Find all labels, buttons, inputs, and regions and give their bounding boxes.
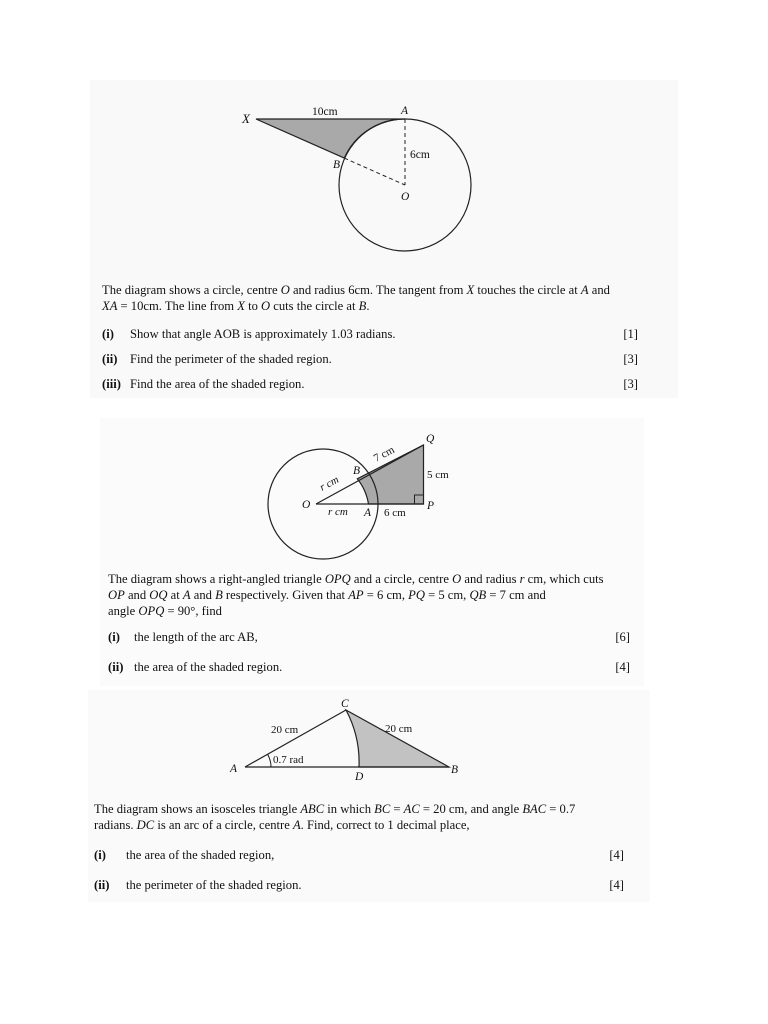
math-variable: AOB xyxy=(213,327,241,341)
text-run: Find the perimeter of the shaded region. xyxy=(130,352,332,366)
q3-label-b: B xyxy=(451,764,459,776)
q3-stem-line-1 xyxy=(94,801,575,817)
question-part-text xyxy=(130,326,396,342)
text-run: respectively. Given that xyxy=(222,588,349,602)
q1-diagram xyxy=(230,100,490,265)
math-variable: OQ xyxy=(149,588,168,602)
text-run: the area of the shaded region, xyxy=(126,848,275,862)
math-variable: OP xyxy=(108,588,125,602)
math-variable: BAC xyxy=(522,802,547,816)
q1-label-x: X xyxy=(242,111,250,126)
math-variable: BC xyxy=(374,802,391,816)
text-run: and xyxy=(588,283,610,297)
math-variable: AB xyxy=(237,630,255,644)
q2-part-i xyxy=(108,629,630,645)
question-part-text xyxy=(130,376,305,392)
math-variable: AC xyxy=(403,802,420,816)
q2-diagram xyxy=(260,425,450,560)
marks-label: [4] xyxy=(615,660,630,674)
text-run: = 20 cm, and angle xyxy=(419,802,523,816)
question-part-number: (i) xyxy=(108,630,120,644)
text-run: at xyxy=(167,588,183,602)
text-run: . Find, correct to 1 decimal place, xyxy=(300,818,470,832)
q3-stem-line-2 xyxy=(94,817,470,833)
text-run: = xyxy=(390,802,404,816)
q3-diagram xyxy=(225,696,475,786)
text-run: , xyxy=(254,630,258,644)
q2-label-q: Q xyxy=(426,433,435,445)
q2-stem-line-2 xyxy=(108,587,546,603)
q3-angle-arc xyxy=(268,754,271,767)
text-run: cuts the circle at xyxy=(270,299,359,313)
text-run: Find the area of the shaded region. xyxy=(130,377,305,391)
q2-length-pq: 5 cm xyxy=(427,469,449,481)
text-run: The diagram shows an isosceles triangle xyxy=(94,802,301,816)
q1-stem-line-1 xyxy=(102,282,610,298)
q3-label-a: A xyxy=(230,763,238,775)
question-part-text xyxy=(130,351,332,367)
q2-label-p: P xyxy=(427,500,435,512)
q3-length-bc: 20 cm xyxy=(385,723,413,735)
math-variable: B xyxy=(358,299,367,313)
text-run: = 6 cm, xyxy=(363,588,409,602)
text-run: = 10cm. The line from xyxy=(117,299,238,313)
text-run: the area of the shaded region. xyxy=(134,660,283,674)
q1-line-bo xyxy=(344,158,405,185)
text-run: the length of the arc xyxy=(134,630,238,644)
question-part-text xyxy=(126,847,274,863)
question-part-number: (ii) xyxy=(102,352,118,366)
question-part-text xyxy=(126,877,302,893)
math-variable: XA xyxy=(102,299,118,313)
q2-label-o: O xyxy=(302,499,311,511)
text-run: and a circle, centre xyxy=(350,572,453,586)
math-variable: OPQ xyxy=(138,604,165,618)
math-variable: QB xyxy=(469,588,487,602)
question-part-number: (i) xyxy=(102,327,114,341)
question-part-text xyxy=(134,629,258,645)
q1-part-iii xyxy=(102,376,638,392)
text-run: the perimeter of the shaded region. xyxy=(126,878,302,892)
text-run: is an arc of a circle, centre xyxy=(154,818,293,832)
text-run: = 0.7 xyxy=(546,802,576,816)
text-run: = 7 cm and xyxy=(486,588,546,602)
q1-label-o: O xyxy=(401,191,410,203)
math-variable: DC xyxy=(136,818,155,832)
math-variable: r xyxy=(519,572,525,586)
question-part-number: (ii) xyxy=(108,660,124,674)
text-run: and xyxy=(190,588,216,602)
q1-stem-line-2 xyxy=(102,298,369,314)
q3-shaded-region xyxy=(346,710,449,767)
math-variable: PQ xyxy=(408,588,425,602)
q2-length-bq: 7 cm xyxy=(371,443,397,465)
q1-length-radius: 6cm xyxy=(410,149,430,161)
q3-part-ii xyxy=(94,877,624,893)
q1-part-i xyxy=(102,326,638,342)
marks-label: [6] xyxy=(615,630,630,644)
q1-label-a: A xyxy=(401,105,409,117)
q3-part-i xyxy=(94,847,624,863)
text-run: touches the circle at xyxy=(474,283,581,297)
math-variable: OPQ xyxy=(324,572,351,586)
q1-label-b: B xyxy=(333,159,341,171)
q2-part-ii xyxy=(108,659,630,675)
text-run: to xyxy=(244,299,262,313)
q2-length-oa: r cm xyxy=(328,506,348,518)
q2-length-ap: 6 cm xyxy=(384,507,406,519)
question-part-number: (ii) xyxy=(94,878,110,892)
math-variable: X xyxy=(466,283,475,297)
math-variable: X xyxy=(237,299,245,313)
q3-label-d: D xyxy=(355,771,364,783)
q2-stem-line-3 xyxy=(108,603,222,619)
q3-label-c: C xyxy=(341,698,349,710)
math-variable: O xyxy=(261,299,271,313)
text-run: Show that angle xyxy=(130,327,214,341)
q1-part-ii xyxy=(102,351,638,367)
q2-label-a: A xyxy=(364,507,372,519)
q1-shaded-region xyxy=(256,119,405,158)
math-variable: B xyxy=(215,588,223,602)
question-part-number: (iii) xyxy=(102,377,121,391)
marks-label: [4] xyxy=(609,878,624,892)
text-run: and xyxy=(124,588,150,602)
text-run: in which xyxy=(324,802,375,816)
question-part-text xyxy=(134,659,282,675)
text-run: The diagram shows a circle, centre xyxy=(102,283,281,297)
q2-stem-line-1 xyxy=(108,571,604,587)
q3-angle-label: 0.7 rad xyxy=(273,754,304,766)
math-variable: A xyxy=(182,588,191,602)
text-run: radians. xyxy=(94,818,137,832)
q2-length-ob: r cm xyxy=(317,473,341,494)
text-run: = 90°, find xyxy=(164,604,222,618)
marks-label: [4] xyxy=(609,848,624,862)
marks-label: [3] xyxy=(623,352,638,366)
text-run: and radius xyxy=(461,572,520,586)
text-run: The diagram shows a right-angled triangle xyxy=(108,572,325,586)
math-variable: A xyxy=(292,818,301,832)
text-run: . xyxy=(366,299,370,313)
q2-label-b: B xyxy=(353,465,361,477)
text-run: = 5 cm, xyxy=(424,588,470,602)
q3-length-ac: 20 cm xyxy=(271,724,299,736)
math-variable: ABC xyxy=(300,802,325,816)
math-variable: AP xyxy=(348,588,364,602)
text-run: cm, which cuts xyxy=(524,572,604,586)
text-run: is approximately 1.03 radians. xyxy=(240,327,396,341)
math-variable: O xyxy=(452,572,462,586)
math-variable: O xyxy=(280,283,290,297)
marks-label: [1] xyxy=(623,327,638,341)
marks-label: [3] xyxy=(623,377,638,391)
question-part-number: (i) xyxy=(94,848,106,862)
text-run: angle xyxy=(108,604,139,618)
q1-length-xa: 10cm xyxy=(312,106,338,118)
text-run: and radius 6cm. The tangent from xyxy=(289,283,467,297)
math-variable: A xyxy=(580,283,589,297)
